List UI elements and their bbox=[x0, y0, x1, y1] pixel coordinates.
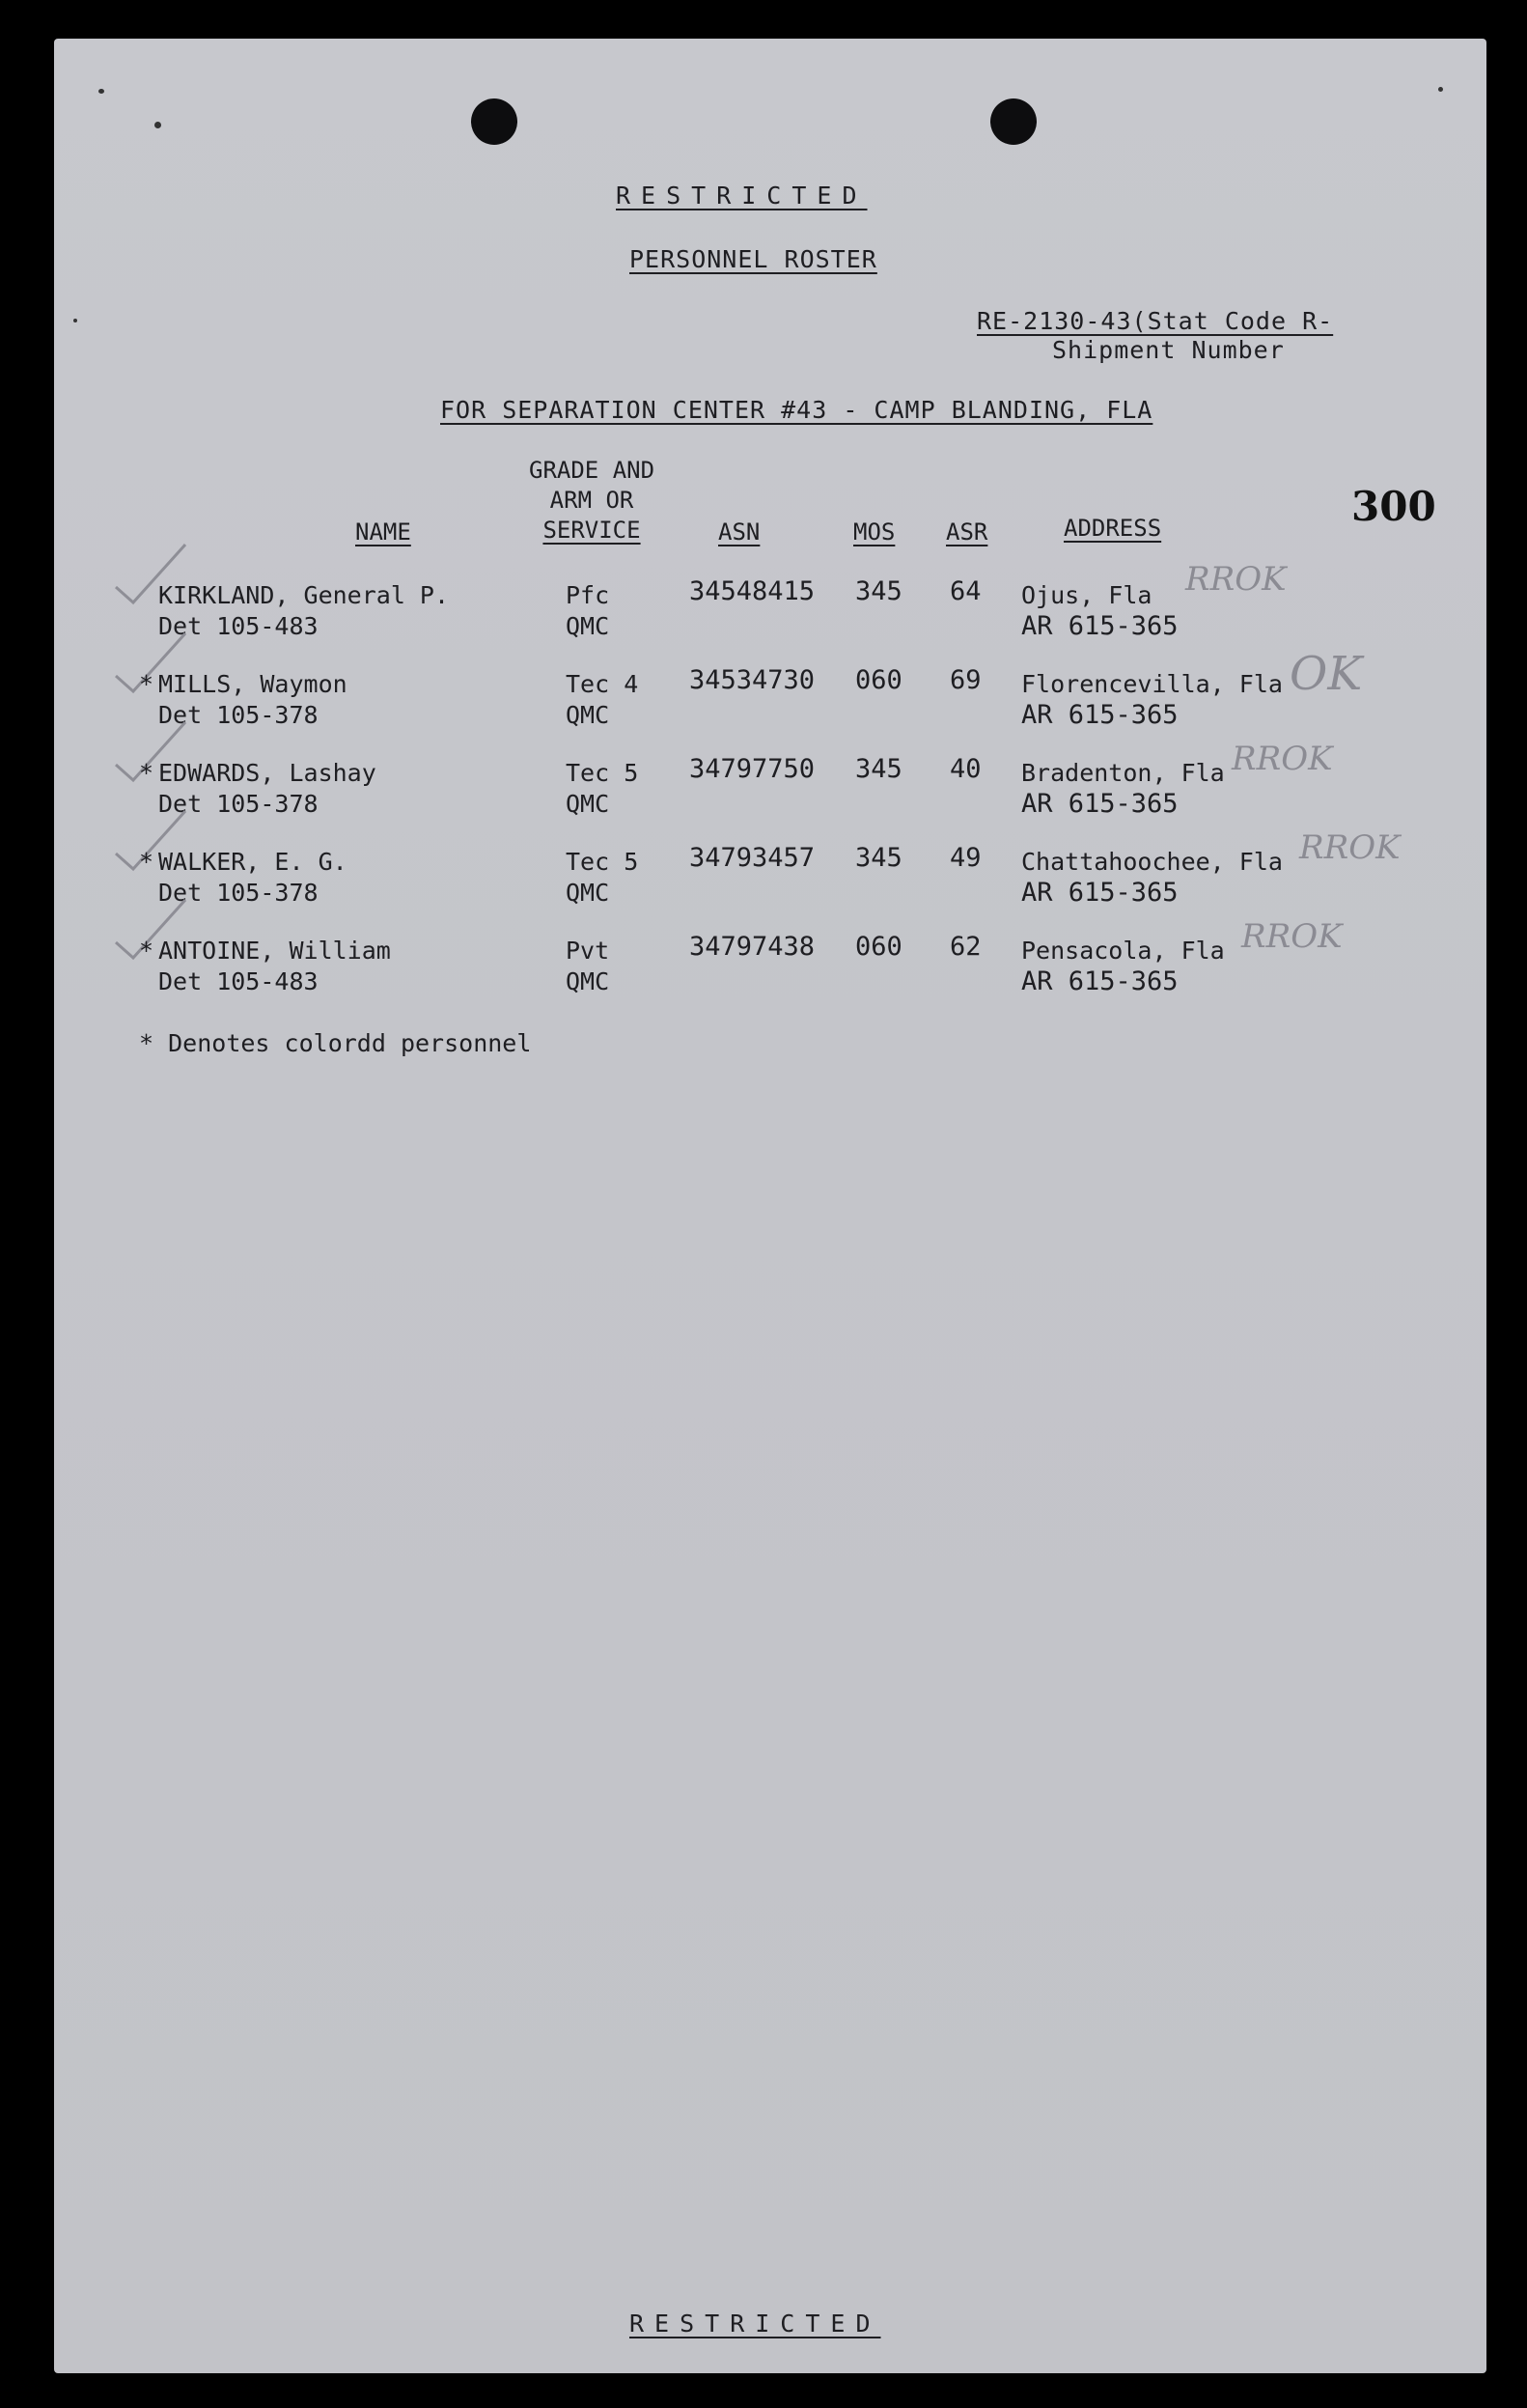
soldier-asr: 64 bbox=[950, 576, 982, 606]
soldier-authority: AR 615-365 bbox=[1021, 611, 1179, 641]
column-header-asn: ASN bbox=[718, 518, 761, 546]
colored-marker: * bbox=[139, 937, 154, 965]
soldier-asn: 34793457 bbox=[689, 843, 816, 873]
punch-hole-left bbox=[471, 98, 517, 145]
ink-speck bbox=[98, 89, 104, 94]
soldier-asr: 62 bbox=[950, 932, 982, 962]
soldier-name: MILLS, Waymon bbox=[158, 670, 347, 698]
soldier-mos: 345 bbox=[855, 843, 902, 873]
footnote-star: * bbox=[139, 1029, 154, 1057]
soldier-service: QMC bbox=[566, 879, 610, 907]
column-header-mos: MOS bbox=[853, 518, 896, 546]
soldier-name: KIRKLAND, General P. bbox=[158, 581, 450, 609]
ink-speck bbox=[1438, 87, 1443, 92]
colored-marker: * bbox=[139, 848, 154, 876]
destination: FOR SEPARATION CENTER #43 - CAMP BLANDING, FLA bbox=[440, 396, 1153, 424]
soldier-service: QMC bbox=[566, 612, 610, 640]
soldier-grade: Pvt bbox=[566, 937, 610, 965]
soldier-asn: 34797438 bbox=[689, 932, 816, 962]
soldier-unit: Det 105-378 bbox=[158, 790, 319, 818]
ink-speck bbox=[154, 122, 161, 128]
soldier-mos: 060 bbox=[855, 932, 902, 962]
soldier-asr: 69 bbox=[950, 665, 982, 695]
soldier-authority: AR 615-365 bbox=[1021, 789, 1179, 819]
shipment-code: RE-2130-43(Stat Code R- bbox=[977, 307, 1334, 335]
column-header-grade: GRADE AND ARM OR SERVICE bbox=[529, 457, 655, 544]
handwritten-note: RROK bbox=[1299, 828, 1401, 867]
soldier-asn: 34548415 bbox=[689, 576, 816, 606]
soldier-address: Florencevilla, Fla bbox=[1021, 670, 1283, 698]
soldier-mos: 345 bbox=[855, 576, 902, 606]
footnote bbox=[139, 1027, 531, 1060]
soldier-asr: 40 bbox=[950, 754, 982, 784]
handwritten-note: RROK bbox=[1232, 740, 1333, 778]
column-header-asr: ASR bbox=[946, 518, 988, 546]
soldier-name: EDWARDS, Lashay bbox=[158, 759, 376, 787]
soldier-service: QMC bbox=[566, 790, 610, 818]
footnote-text: Denotes colordd personnel bbox=[168, 1029, 532, 1057]
column-header-address: ADDRESS bbox=[1064, 515, 1162, 542]
shipment-label: Shipment Number bbox=[1052, 336, 1285, 364]
handwritten-note: OK bbox=[1290, 647, 1363, 701]
soldier-unit: Det 105-483 bbox=[158, 967, 319, 995]
soldier-grade: Tec 4 bbox=[566, 670, 639, 698]
soldier-unit: Det 105-378 bbox=[158, 879, 319, 907]
punch-hole-right bbox=[990, 98, 1037, 145]
soldier-unit: Det 105-378 bbox=[158, 701, 319, 729]
document-title: PERSONNEL ROSTER bbox=[629, 245, 877, 273]
ink-speck bbox=[73, 319, 77, 322]
soldier-grade: Pfc bbox=[566, 581, 610, 609]
page-number: 300 bbox=[1351, 483, 1436, 530]
document-page bbox=[54, 39, 1486, 2373]
handwritten-note: RROK bbox=[1241, 917, 1343, 956]
soldier-address: Ojus, Fla bbox=[1021, 581, 1152, 609]
soldier-name: WALKER, E. G. bbox=[158, 848, 347, 876]
soldier-asr: 49 bbox=[950, 843, 982, 873]
colored-marker: * bbox=[139, 670, 154, 698]
soldier-authority: AR 615-365 bbox=[1021, 966, 1179, 996]
soldier-name: ANTOINE, William bbox=[158, 937, 391, 965]
soldier-address: Bradenton, Fla bbox=[1021, 759, 1225, 787]
soldier-service: QMC bbox=[566, 967, 610, 995]
soldier-unit: Det 105-483 bbox=[158, 612, 319, 640]
soldier-address: Pensacola, Fla bbox=[1021, 937, 1225, 965]
classification-bottom: RESTRICTED bbox=[629, 2310, 881, 2338]
soldier-asn: 34534730 bbox=[689, 665, 816, 695]
soldier-mos: 060 bbox=[855, 665, 902, 695]
soldier-grade: Tec 5 bbox=[566, 759, 639, 787]
soldier-mos: 345 bbox=[855, 754, 902, 784]
column-header-name: NAME bbox=[355, 518, 411, 546]
colored-marker: * bbox=[139, 759, 154, 787]
soldier-authority: AR 615-365 bbox=[1021, 700, 1179, 730]
soldier-asn: 34797750 bbox=[689, 754, 816, 784]
soldier-address: Chattahoochee, Fla bbox=[1021, 848, 1283, 876]
handwritten-note: RROK bbox=[1185, 560, 1287, 599]
soldier-service: QMC bbox=[566, 701, 610, 729]
soldier-grade: Tec 5 bbox=[566, 848, 639, 876]
soldier-authority: AR 615-365 bbox=[1021, 878, 1179, 908]
classification-top: RESTRICTED bbox=[616, 182, 868, 210]
